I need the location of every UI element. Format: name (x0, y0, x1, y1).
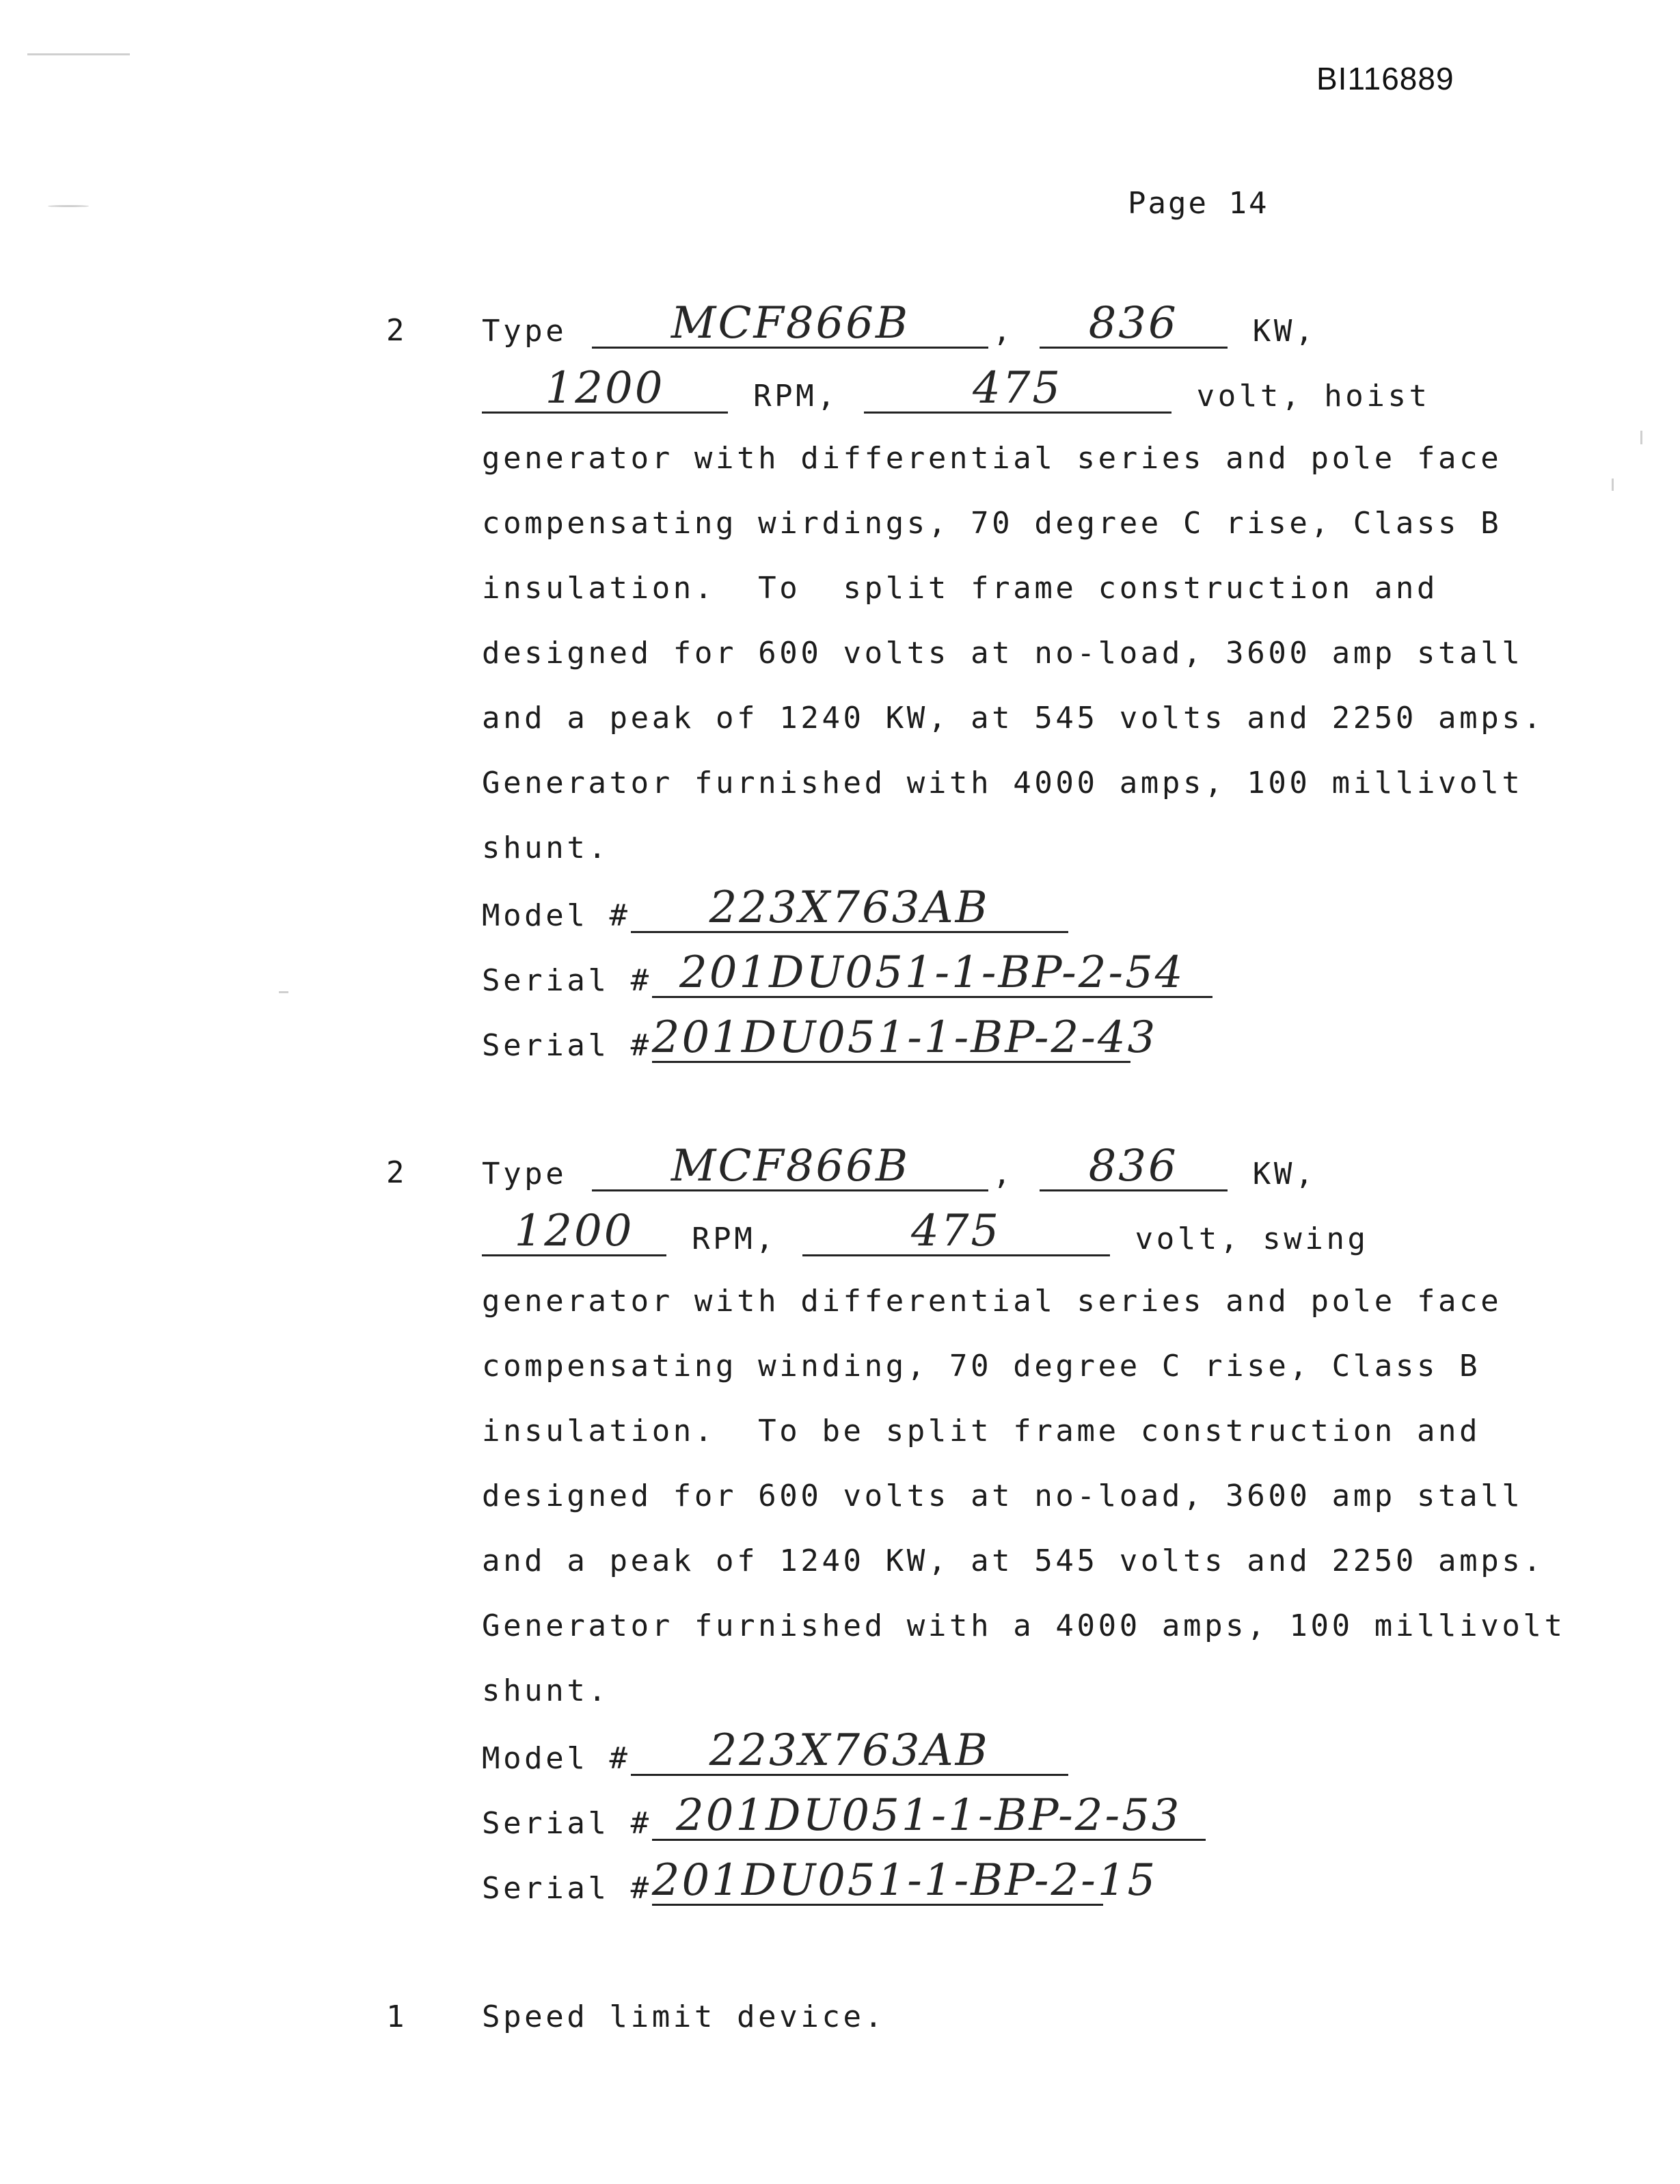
rpm-field (482, 1206, 666, 1256)
serial-value: 201DU051-1-BP-2-15 (651, 1855, 1158, 1906)
serial-line (482, 947, 1217, 998)
serial-value: 201DU051-1-BP-2-54 (679, 947, 1185, 998)
serial-field (652, 1790, 1206, 1841)
model-label: Model # (482, 898, 631, 933)
body-line: compensating wirdings, 70 degree C rise, Class B (482, 506, 1502, 541)
serial-label: Serial # (482, 1871, 652, 1906)
serial-line (482, 1855, 1158, 1906)
volt-suffix: volt, swing (1135, 1222, 1369, 1256)
kw-value: 836 (1088, 298, 1178, 349)
volt-value: 475 (972, 363, 1063, 414)
kw-field (1040, 298, 1228, 349)
item-text: Speed limit device. (482, 1999, 886, 2034)
body-line: designed for 600 volts at no-load, 3600 amp stall (482, 1479, 1523, 1513)
rpm-label: RPM, (753, 379, 839, 414)
body-line: generator with differential series and pole face (482, 441, 1502, 476)
body-line: and a peak of 1240 KW, at 545 volts and 2250 amps. (482, 701, 1545, 736)
item-quantity: 2 (386, 1155, 405, 1190)
model-field (631, 882, 1068, 933)
kw-label: KW, (1252, 314, 1317, 349)
kw-field (1040, 1141, 1228, 1191)
body-line: compensating winding, 70 degree C rise, Class B (482, 1349, 1481, 1384)
scan-mark (1612, 478, 1614, 491)
serial-label: Serial # (482, 1028, 652, 1063)
body-line: Generator furnished with a 4000 amps, 100 millivolt (482, 1608, 1566, 1643)
serial-line (482, 1012, 1158, 1063)
body-line: Generator furnished with 4000 amps, 100 millivolt (482, 766, 1523, 800)
model-value: 223X763AB (709, 1725, 990, 1776)
model-line (482, 882, 1072, 933)
item-quantity: 1 (386, 1999, 405, 2034)
scan-mark (1640, 431, 1642, 444)
serial-field (651, 1012, 1158, 1063)
type-line: Type MCF866B , 836 KW, (482, 298, 1317, 349)
scan-mark (27, 53, 130, 55)
body-line: shunt. (482, 831, 610, 865)
serial-field (652, 947, 1212, 998)
body-line: generator with differential series and pole face (482, 1284, 1502, 1319)
model-field (631, 1725, 1068, 1776)
body-line: shunt. (482, 1673, 610, 1708)
rpm-label: RPM, (692, 1222, 777, 1256)
rpm-value: 1200 (545, 363, 665, 414)
rpm-value: 1200 (514, 1206, 634, 1256)
serial-line (482, 1790, 1210, 1841)
body-line: and a peak of 1240 KW, at 545 volts and 2250 amps. (482, 1543, 1545, 1578)
type-label: Type (482, 314, 567, 349)
body-line: designed for 600 volts at no-load, 3600 amp stall (482, 636, 1523, 671)
type-value: MCF866B (670, 1141, 910, 1191)
type-field (592, 298, 988, 349)
scan-mark (48, 205, 89, 207)
volt-suffix: volt, hoist (1196, 379, 1431, 414)
model-label: Model # (482, 1741, 631, 1776)
volt-field (864, 363, 1171, 414)
type-label: Type (482, 1157, 567, 1191)
document-id: BI116889 (1316, 61, 1454, 96)
type-line: Type MCF866B , 836 KW, (482, 1141, 1317, 1191)
volt-value: 475 (910, 1206, 1001, 1256)
model-line (482, 1725, 1072, 1776)
model-value: 223X763AB (709, 882, 990, 933)
serial-value: 201DU051-1-BP-2-43 (651, 1012, 1158, 1063)
rpm-field (482, 363, 728, 414)
kw-label: KW, (1252, 1157, 1317, 1191)
rpm-volt-line (482, 1206, 1369, 1256)
kw-value: 836 (1088, 1141, 1178, 1191)
serial-field (651, 1855, 1158, 1906)
serial-value: 201DU051-1-BP-2-53 (675, 1790, 1182, 1841)
rpm-volt-line (482, 363, 1431, 414)
body-line: insulation. To be split frame construction and (482, 1414, 1481, 1448)
volt-field (802, 1206, 1110, 1256)
serial-label: Serial # (482, 963, 652, 998)
page-number: Page 14 (1128, 186, 1269, 221)
body-line: insulation. To split frame construction and (482, 571, 1439, 606)
item-quantity: 2 (386, 313, 405, 348)
serial-label: Serial # (482, 1806, 652, 1841)
scan-mark (279, 991, 288, 993)
type-field (592, 1141, 988, 1191)
type-value: MCF866B (670, 298, 910, 349)
